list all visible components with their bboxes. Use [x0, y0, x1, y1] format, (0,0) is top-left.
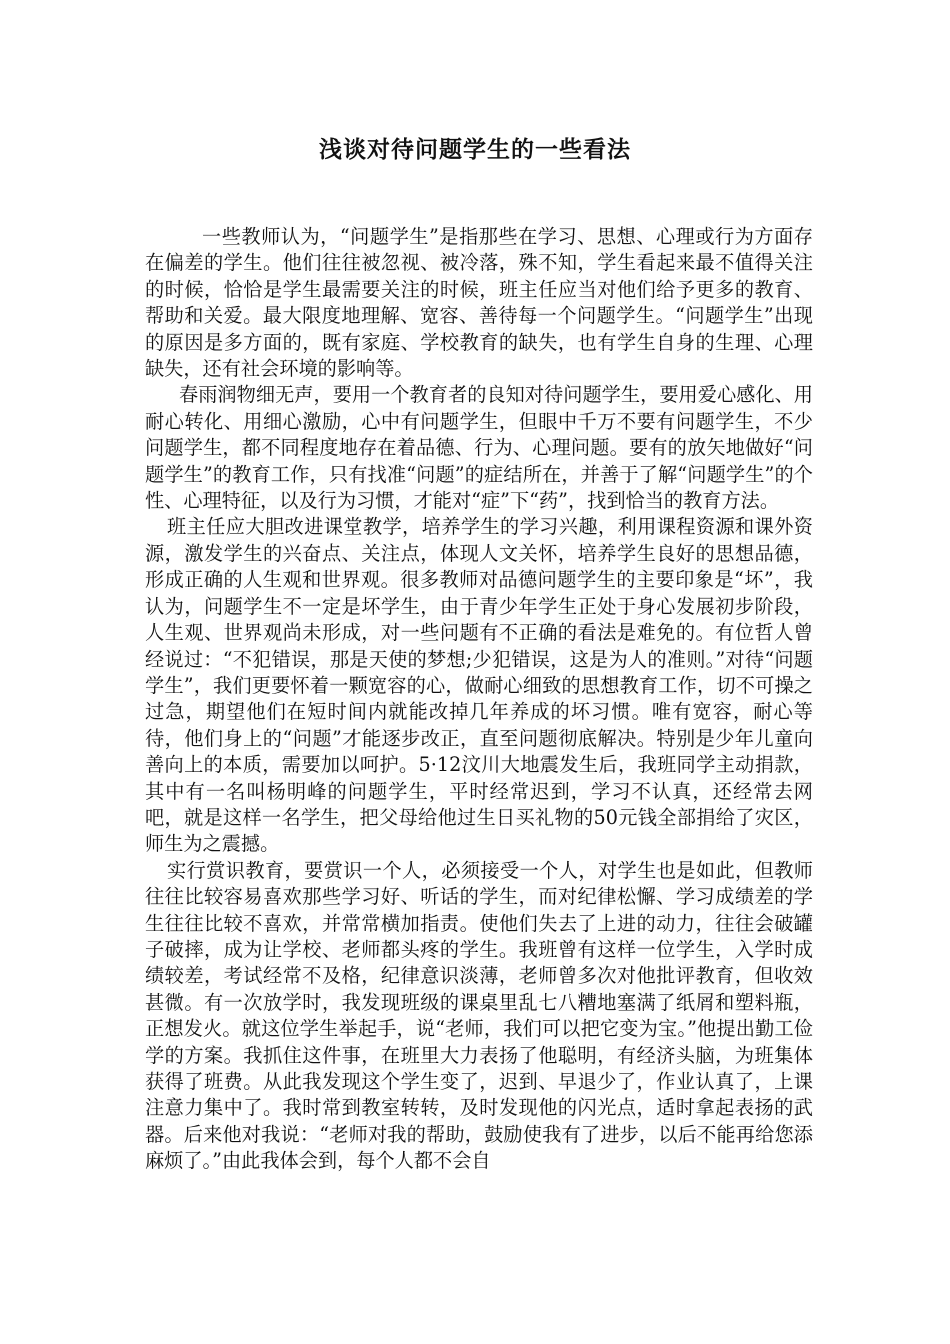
paragraph-3: 班主任应大胆改进课堂教学，培养学生的学习兴趣，利用课程资源和课外资源，激发学生的兴奋点、关注点，体现人文关怀，培养学生良好的思想品德，形成正确的人生观和世界观。很多教师对品德问题学生的主要印象是“坏”，我认为，问题学生不一定是坏学生，由于青少年学生正处于身心发展初步阶段，人生观、世界观尚未形成，对一些问题有不正确的看法是难免的。有位哲人曾经说过：“不犯错误，那是天使的梦想;少犯错误，这是为人的准则。”对待“问题学生”，我们更要怀着一颗宽容的心，做耐心细致的思想教育工作，切不可操之过急，期望他们在短时间内就能改掉几年养成的坏习惯。唯有宽容，耐心等待，他们身上的“问题”才能逐步改正，直至问题彻底解决。特别是少年儿童向善向上的本质，需要加以呵护。5·12汶川大地震发生后，我班同学主动捐款，其中有一名叫杨明峰的问题学生，平时经常迟到，学习不认真，还经常去网吧，就是这样一名学生，把父母给他过生日买礼物的50元钱全部捐给了灾区，师生为之震撼。	[145, 515, 813, 856]
paragraph-4: 实行赏识教育，要赏识一个人，必须接受一个人，对学生也是如此，但教师往往比较容易喜欢那些学习好、听话的学生，而对纪律松懈、学习成绩差的学生往往比较不喜欢，并常常横加指责。使他们失去了上进的动力，往往会破罐子破摔，成为让学校、老师都头疼的学生。我班曾有这样一位学生，入学时成绩较差，考试经常不及格，纪律意识淡薄，老师曾多次对他批评教育，但收效甚微。有一次放学时，我发现班级的课桌里乱七八糟地塞满了纸屑和塑料瓶，正想发火。就这位学生举起手，说“老师，我们可以把它变为宝。”他提出勤工俭学的方案。我抓住这件事，在班里大力表扬了他聪明，有经济头脑，为班集体获得了班费。从此我发现这个学生变了，迟到、早退少了，作业认真了，上课注意力集中了。我时常到教室转转，及时发现他的闪光点，适时拿起表扬的武器。后来他对我说：“老师对我的帮助，鼓励使我有了进步，以后不能再给您添麻烦了。”由此我体会到，每个人都不会自	[145, 858, 813, 1173]
document-body	[145, 224, 813, 1175]
paragraph-2: 春雨润物细无声，要用一个教育者的良知对待问题学生，要用爱心感化、用耐心转化、用细心激励，心中有问题学生，但眼中千万不要有问题学生，不少问题学生，都不同程度地存在着品德、行为、心理问题。要有的放矢地做好“问题学生”的教育工作，只有找准“问题”的症结所在，并善于了解“问题学生”的个性、心理特征，以及行为习惯，才能对“症”下“药”，找到恰当的教育方法。	[145, 383, 813, 513]
document-title: 浅谈对待问题学生的一些看法	[319, 136, 631, 163]
paragraph-1: 一些教师认为，“问题学生”是指那些在学习、思想、心理或行为方面存在偏差的学生。他们往往被忽视、被冷落，殊不知，学生看起来最不值得关注的时候，恰恰是学生最需要关注的时候，班主任应当对他们给予更多的教育、帮助和关爱。最大限度地理解、宽容、善待每一个问题学生。“问题学生”出现的原因是多方面的，既有家庭、学校教育的缺失，也有学生自身的生理、心理缺失，还有社会环境的影响等。	[145, 225, 813, 381]
